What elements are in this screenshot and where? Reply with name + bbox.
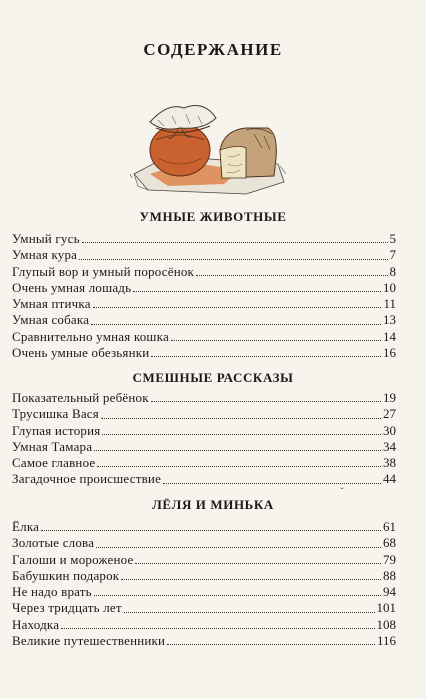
- toc-entry-page: 79: [383, 551, 396, 567]
- leader-dots: [101, 417, 381, 419]
- toc-entry: [12, 406, 396, 422]
- still-life-jar-bread-icon: [128, 78, 288, 196]
- section-title-2: СМЕШНЫЕ РАССКАЗЫ: [132, 370, 294, 385]
- toc-entry-title: Золотые слова: [12, 535, 95, 551]
- toc-entry-page: 16: [383, 345, 396, 361]
- toc-entry-page: 10: [383, 279, 396, 295]
- toc-entry-page: 108: [376, 616, 396, 632]
- toc-entry-title: Находка: [12, 616, 60, 632]
- leader-dots: [133, 290, 381, 292]
- toc-entry-page: 116: [376, 633, 396, 649]
- toc-entry-title: Очень умная лошадь: [12, 279, 132, 295]
- toc-entry: [12, 296, 396, 312]
- toc-entry-page: 34: [383, 438, 396, 454]
- leader-dots: [79, 258, 387, 260]
- toc-entry: [12, 390, 396, 406]
- leader-dots: [94, 449, 381, 451]
- toc-entry-page: 27: [383, 406, 396, 422]
- section-title-1: УМНЫЕ ЖИВОТНЫЕ: [139, 209, 287, 224]
- toc-entry: [12, 633, 396, 649]
- toc-entry-title: Самое главное: [12, 455, 96, 471]
- toc-list-1: [12, 231, 396, 361]
- toc-entry-page: 14: [383, 328, 396, 344]
- toc-entry: [12, 617, 396, 633]
- toc-entry: [12, 264, 396, 280]
- toc-entry-title: Ёлка: [12, 519, 40, 534]
- toc-entry-page: 38: [383, 455, 396, 471]
- toc-entry: [12, 280, 396, 296]
- toc-entry-title: Умная Тамара: [12, 438, 93, 454]
- leader-dots: [124, 611, 375, 613]
- toc-entry-title: Загадочное происшествие: [12, 471, 162, 487]
- toc-entry-page: 68: [383, 535, 396, 551]
- toc-entry-page: 88: [383, 567, 396, 583]
- print-mark: ˇ: [340, 486, 344, 498]
- leader-dots: [121, 578, 381, 580]
- toc-entry-title: Галоши и мороженое: [12, 551, 134, 567]
- leader-dots: [102, 433, 381, 435]
- toc-entry-title: Умный гусь: [12, 231, 80, 246]
- toc-entry: [12, 552, 396, 568]
- toc-entry-page: 61: [383, 519, 396, 534]
- toc-entry: [12, 471, 396, 487]
- toc-entry-title: Глупый вор и умный поросёнок: [12, 263, 195, 279]
- toc-entry: [12, 600, 396, 616]
- toc-entry-title: Через тридцать лет: [12, 600, 122, 616]
- toc-entry: [12, 345, 396, 361]
- toc-entry: [12, 231, 396, 247]
- leader-dots: [61, 627, 374, 629]
- toc-entry-title: Умная кура: [12, 247, 78, 263]
- toc-entry-page: 5: [389, 231, 396, 246]
- toc-entry-page: 30: [383, 422, 396, 438]
- toc-entry: [12, 584, 396, 600]
- toc-entry-page: 19: [383, 390, 396, 405]
- toc-entry: [12, 455, 396, 471]
- toc-entry-title: Трусишка Вася: [12, 406, 99, 422]
- toc-list-2: [12, 390, 396, 488]
- toc-entry: [12, 329, 396, 345]
- toc-entry: [12, 568, 396, 584]
- toc-entry-title: Бабушкин подарок: [12, 567, 120, 583]
- leader-dots: [82, 241, 388, 243]
- leader-dots: [163, 482, 381, 484]
- toc-entry-title: Сравнительно умная кошка: [12, 328, 169, 344]
- leader-dots: [96, 546, 381, 548]
- leader-dots: [97, 465, 381, 467]
- toc-entry: [12, 519, 396, 535]
- leader-dots: [135, 562, 381, 564]
- toc-entry-page: 13: [383, 312, 396, 328]
- toc-entry-page: 101: [376, 600, 396, 616]
- page-title: СОДЕРЖАНИЕ: [143, 40, 283, 59]
- leader-dots: [151, 400, 381, 402]
- toc-entry-page: 11: [383, 296, 396, 312]
- toc-entry-page: 7: [389, 247, 396, 263]
- toc-entry-title: Великие путешественники: [12, 633, 166, 649]
- toc-entry-title: Очень умные обезьянки: [12, 345, 150, 361]
- toc-entry-page: 94: [383, 584, 396, 600]
- leader-dots: [151, 355, 381, 357]
- toc-entry-page: 8: [389, 263, 396, 279]
- toc-entry-title: Умная собака: [12, 312, 90, 328]
- leader-dots: [91, 323, 381, 325]
- toc-entry: [12, 312, 396, 328]
- leader-dots: [94, 594, 381, 596]
- leader-dots: [41, 529, 381, 531]
- leader-dots: [196, 274, 387, 276]
- toc-entry: [12, 423, 396, 439]
- leader-dots: [93, 306, 382, 308]
- toc-entry-title: Не надо врать: [12, 584, 92, 600]
- toc-entry-title: Показательный ребёнок: [12, 390, 149, 405]
- toc-entry: [12, 535, 396, 551]
- toc-entry-title: Умная птичка: [12, 296, 91, 312]
- toc-entry: [12, 247, 396, 263]
- leader-dots: [167, 643, 375, 645]
- toc-list-3: [12, 519, 396, 649]
- leader-dots: [171, 339, 381, 341]
- section-title-3: ЛЁЛЯ И МИНЬКА: [152, 497, 274, 512]
- toc-entry-title: Глупая история: [12, 422, 101, 438]
- toc-entry: [12, 439, 396, 455]
- toc-entry-page: 44: [383, 471, 396, 487]
